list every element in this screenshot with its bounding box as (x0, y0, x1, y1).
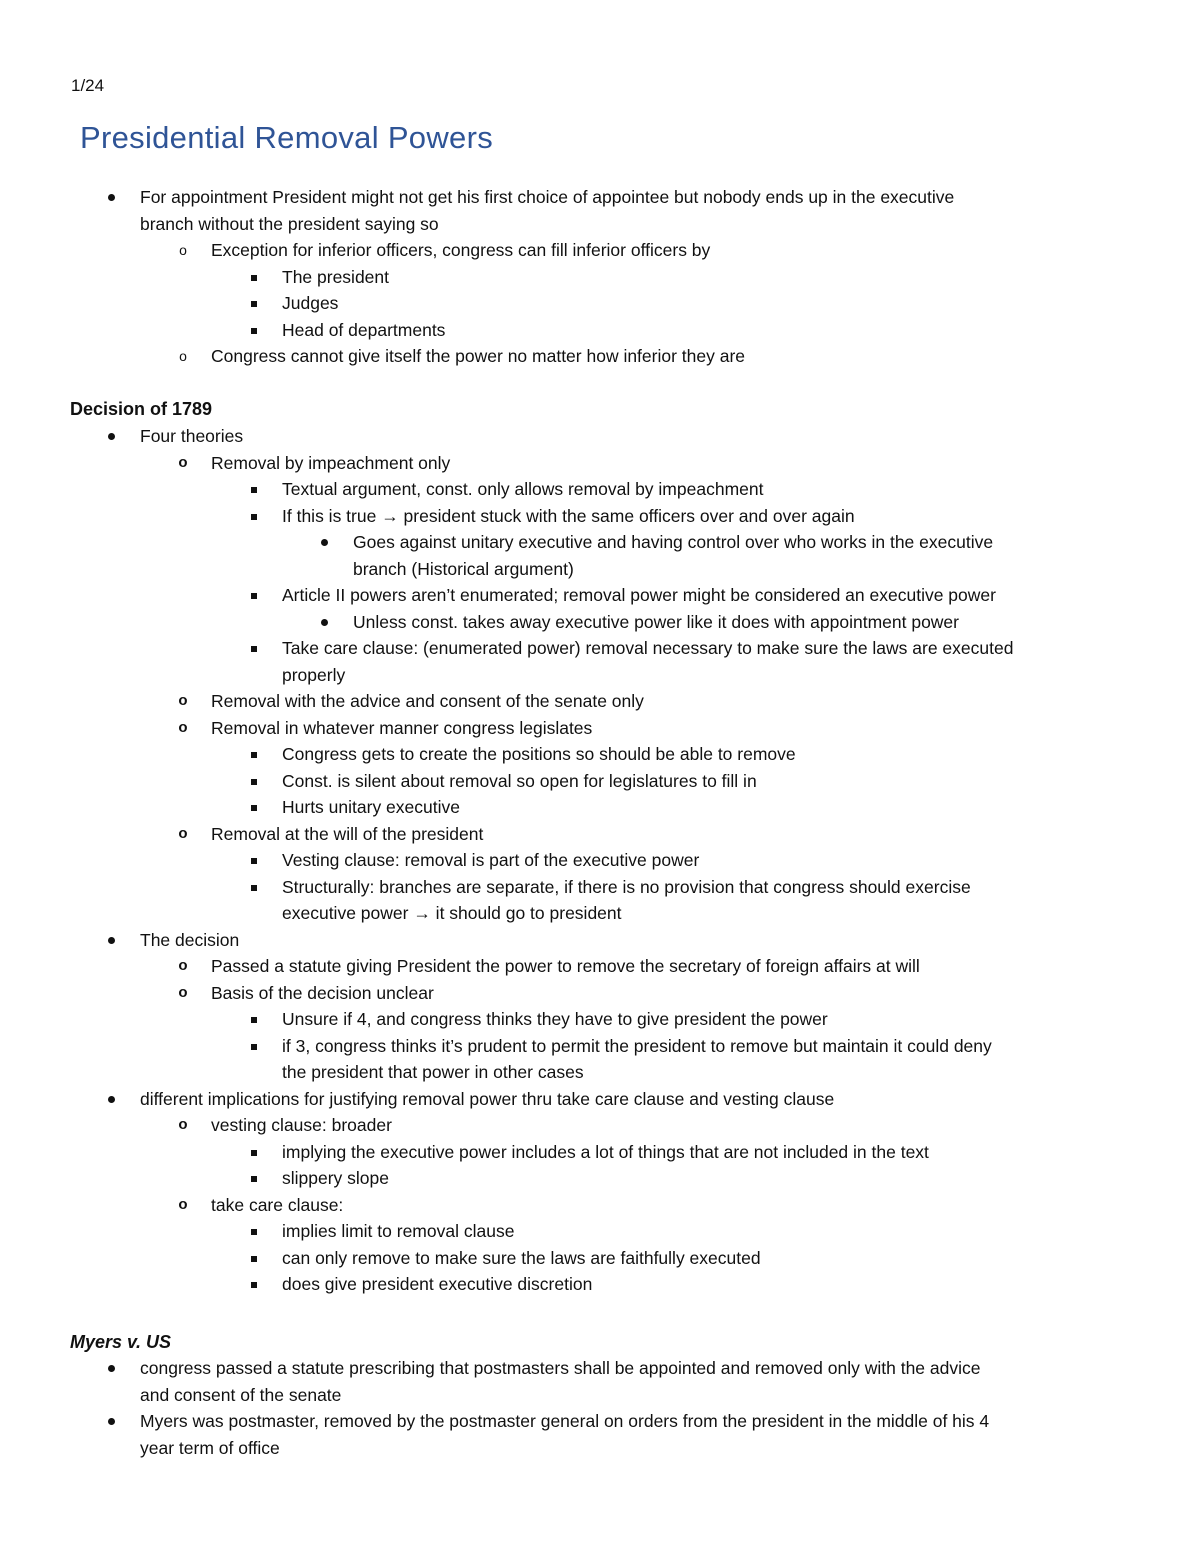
list-item-text: slippery slope (282, 1168, 389, 1188)
list-item-text: Head of departments (282, 319, 446, 340)
list-item-text: executive power → it should go to president (282, 903, 622, 923)
list-item-text: If this is true → president stuck with the same officers over and over again (282, 505, 855, 526)
list-item (282, 794, 460, 821)
list-item-text: Const. is silent about removal so open for legislatures to fill in (282, 770, 757, 791)
circle-bullet-icon: o (178, 453, 188, 471)
list-item (178, 688, 644, 715)
circle-bullet-icon: o (178, 1195, 188, 1213)
list-item-text: year term of office (140, 1437, 280, 1458)
list-item (179, 343, 746, 370)
circle-bullet-icon: o (178, 824, 188, 842)
circle-bullet-icon: o (178, 983, 188, 1001)
list-item-text: Article II powers aren’t enumerated; removal power might be considered an executive power (282, 585, 996, 605)
list-item-text: take care clause: (211, 1194, 344, 1215)
list-item-text: can only remove to make sure the laws are faithfully executed (282, 1247, 761, 1268)
list-item (282, 1218, 514, 1245)
list-item (140, 927, 239, 954)
list-item (282, 635, 1013, 688)
list-item-text: Removal at the will of the president (211, 823, 484, 844)
list-item (282, 741, 796, 768)
list-item (179, 237, 711, 264)
section-heading-myers-v-us: Myers v. US (70, 1332, 172, 1352)
circle-bullet-icon: o (179, 348, 187, 364)
list-item-text: Unless const. takes away executive power like it does with appointment power (353, 611, 959, 632)
list-item (282, 1165, 389, 1192)
list-item-text: Removal with the advice and consent of the senate only (211, 691, 644, 711)
list-item (178, 821, 484, 848)
list-item-text: Removal in whatever manner congress legislates (211, 717, 593, 738)
list-item-text: Structurally: branches are separate, if there is no provision that congress should exercise (282, 876, 971, 897)
page-title: Presidential Removal Powers (80, 120, 493, 155)
list-item-text: implying the executive power includes a lot of things that are not included in the text (282, 1141, 929, 1162)
list-item (282, 290, 338, 317)
list-item-text: Myers was postmaster, removed by the postmaster general on orders from the president in the middle of his 4 (140, 1411, 990, 1431)
list-item (282, 1033, 992, 1086)
list-item-text: Judges (282, 293, 339, 313)
list-item (140, 1086, 834, 1113)
list-item (282, 503, 855, 530)
list-item (353, 529, 993, 582)
list-item (282, 874, 971, 927)
list-item-text: Passed a statute giving President the power to remove the secretary of foreign affairs at will (211, 956, 920, 976)
list-item (282, 768, 757, 795)
list-item-text: does give president executive discretion (282, 1274, 593, 1294)
circle-bullet-icon: o (178, 1116, 188, 1133)
list-item (282, 317, 445, 344)
list-item-text: Hurts unitary executive (282, 797, 460, 817)
section-heading-decision-1789: Decision of 1789 (70, 399, 213, 419)
list-item-text: Congress cannot give itself the power no matter how inferior they are (211, 346, 746, 366)
page-date: 1/24 (71, 76, 105, 95)
list-item (178, 1112, 392, 1139)
circle-bullet-icon: o (178, 692, 188, 709)
list-item-text: The decision (140, 929, 240, 950)
list-item-text: and consent of the senate (140, 1384, 342, 1405)
list-item (178, 715, 593, 742)
list-item-text: Congress gets to create the positions so should be able to remove (282, 744, 796, 764)
list-item-text: if 3, congress thinks it’s prudent to permit the president to remove but maintain it could deny (282, 1035, 992, 1056)
list-item-text: Goes against unitary executive and having control over who works in the executive (353, 532, 994, 552)
list-item-text: different implications for justifying removal power thru take care clause and vesting clause (140, 1088, 835, 1109)
list-item (282, 1245, 761, 1272)
list-item-text: properly (282, 664, 346, 685)
list-item-text: implies limit to removal clause (282, 1221, 515, 1241)
list-item-text: The president (282, 266, 390, 287)
list-item (353, 609, 959, 636)
list-item-text: Vesting clause: removal is part of the executive power (282, 850, 700, 870)
list-item-text: Exception for inferior officers, congress can fill inferior officers by (211, 240, 711, 260)
list-item (140, 1355, 981, 1408)
circle-bullet-icon: o (178, 718, 188, 736)
list-item (282, 582, 996, 609)
list-item-text: Take care clause: (enumerated power) removal necessary to make sure the laws are executed (282, 638, 1014, 658)
list-item-text: the president that power in other cases (282, 1062, 584, 1082)
list-item (178, 953, 920, 980)
list-item (140, 184, 954, 237)
circle-bullet-icon: o (179, 242, 187, 258)
list-item (282, 264, 389, 291)
list-item (282, 1271, 592, 1298)
list-item (282, 847, 699, 874)
list-item-text: congress passed a statute prescribing that postmasters shall be appointed and removed only with the advice (140, 1358, 981, 1378)
list-item (282, 1139, 929, 1166)
list-item-text: Unsure if 4, and congress thinks they have to give president the power (282, 1009, 828, 1029)
list-item (178, 1192, 344, 1219)
list-item (282, 476, 763, 503)
list-item-text: For appointment President might not get his first choice of appointee but nobody ends up in the executive (140, 187, 955, 207)
list-item-text: Removal by impeachment only (211, 452, 451, 473)
list-item-text: Basis of the decision unclear (211, 982, 434, 1003)
list-item-text: branch without the president saying so (140, 213, 439, 234)
circle-bullet-icon: o (178, 957, 188, 974)
list-item-text: branch (Historical argument) (353, 558, 574, 579)
list-item (282, 1006, 828, 1033)
list-item (178, 980, 434, 1007)
list-item-text: Four theories (140, 426, 244, 446)
list-item (178, 450, 451, 477)
list-item-text: Textual argument, const. only allows removal by impeachment (282, 479, 764, 499)
list-item (140, 1408, 989, 1461)
list-item-text: vesting clause: broader (211, 1115, 392, 1135)
list-item (140, 423, 243, 450)
